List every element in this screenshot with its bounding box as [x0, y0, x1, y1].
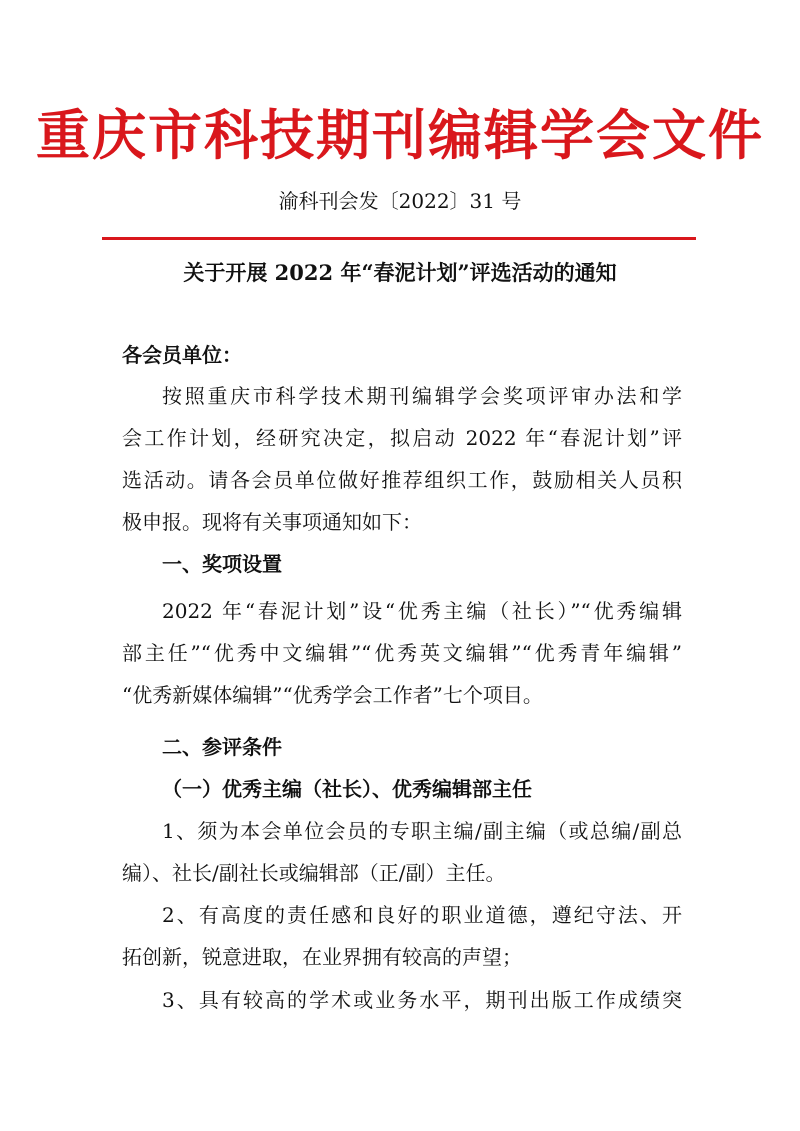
org-file-title: 重庆市科技期刊编辑学会文件 [36, 103, 764, 167]
criteria-item-1-cont: 编）、社长/副社长或编辑部（正/副）主任。 [122, 861, 506, 885]
header-red-rule [102, 237, 696, 240]
salutation: 各会员单位： [122, 343, 242, 367]
intro-line: 极申报。现将有关事项通知如下： [122, 510, 422, 534]
section-heading-criteria: 二、参评条件 [162, 735, 282, 759]
subsection-heading-editor-in-chief: （一）优秀主编（社长）、优秀编辑部主任 [162, 777, 532, 801]
intro-line: 会工作计划，经研究决定，拟启动 2022 年“春泥计划”评 [122, 426, 682, 450]
awards-line: 2022 年“春泥计划”设“优秀主编（社长）”“优秀编辑 [162, 599, 682, 623]
criteria-item-2-cont: 拓创新，锐意进取，在业界拥有较高的声望； [122, 945, 522, 969]
awards-line: “优秀新媒体编辑”“优秀学会工作者”七个项目。 [122, 683, 543, 707]
document-number: 渝科刊会发〔2022〕31 号 [278, 189, 522, 213]
criteria-item-3: 3、具有较高的学术或业务水平，期刊出版工作成绩突 [162, 988, 682, 1012]
awards-line: 部主任”“优秀中文编辑”“优秀英文编辑”“优秀青年编辑” [122, 641, 682, 665]
notice-title: 关于开展 2022 年“春泥计划”评选活动的通知 [183, 260, 617, 285]
intro-line: 选活动。请各会员单位做好推荐组织工作，鼓励相关人员积 [122, 468, 682, 492]
section-heading-awards: 一、奖项设置 [162, 552, 282, 576]
criteria-item-2: 2、有高度的责任感和良好的职业道德，遵纪守法、开 [162, 903, 682, 927]
criteria-item-1: 1、须为本会单位会员的专职主编/副主编（或总编/副总 [162, 819, 682, 843]
intro-line: 按照重庆市科学技术期刊编辑学会奖项评审办法和学 [162, 384, 682, 408]
